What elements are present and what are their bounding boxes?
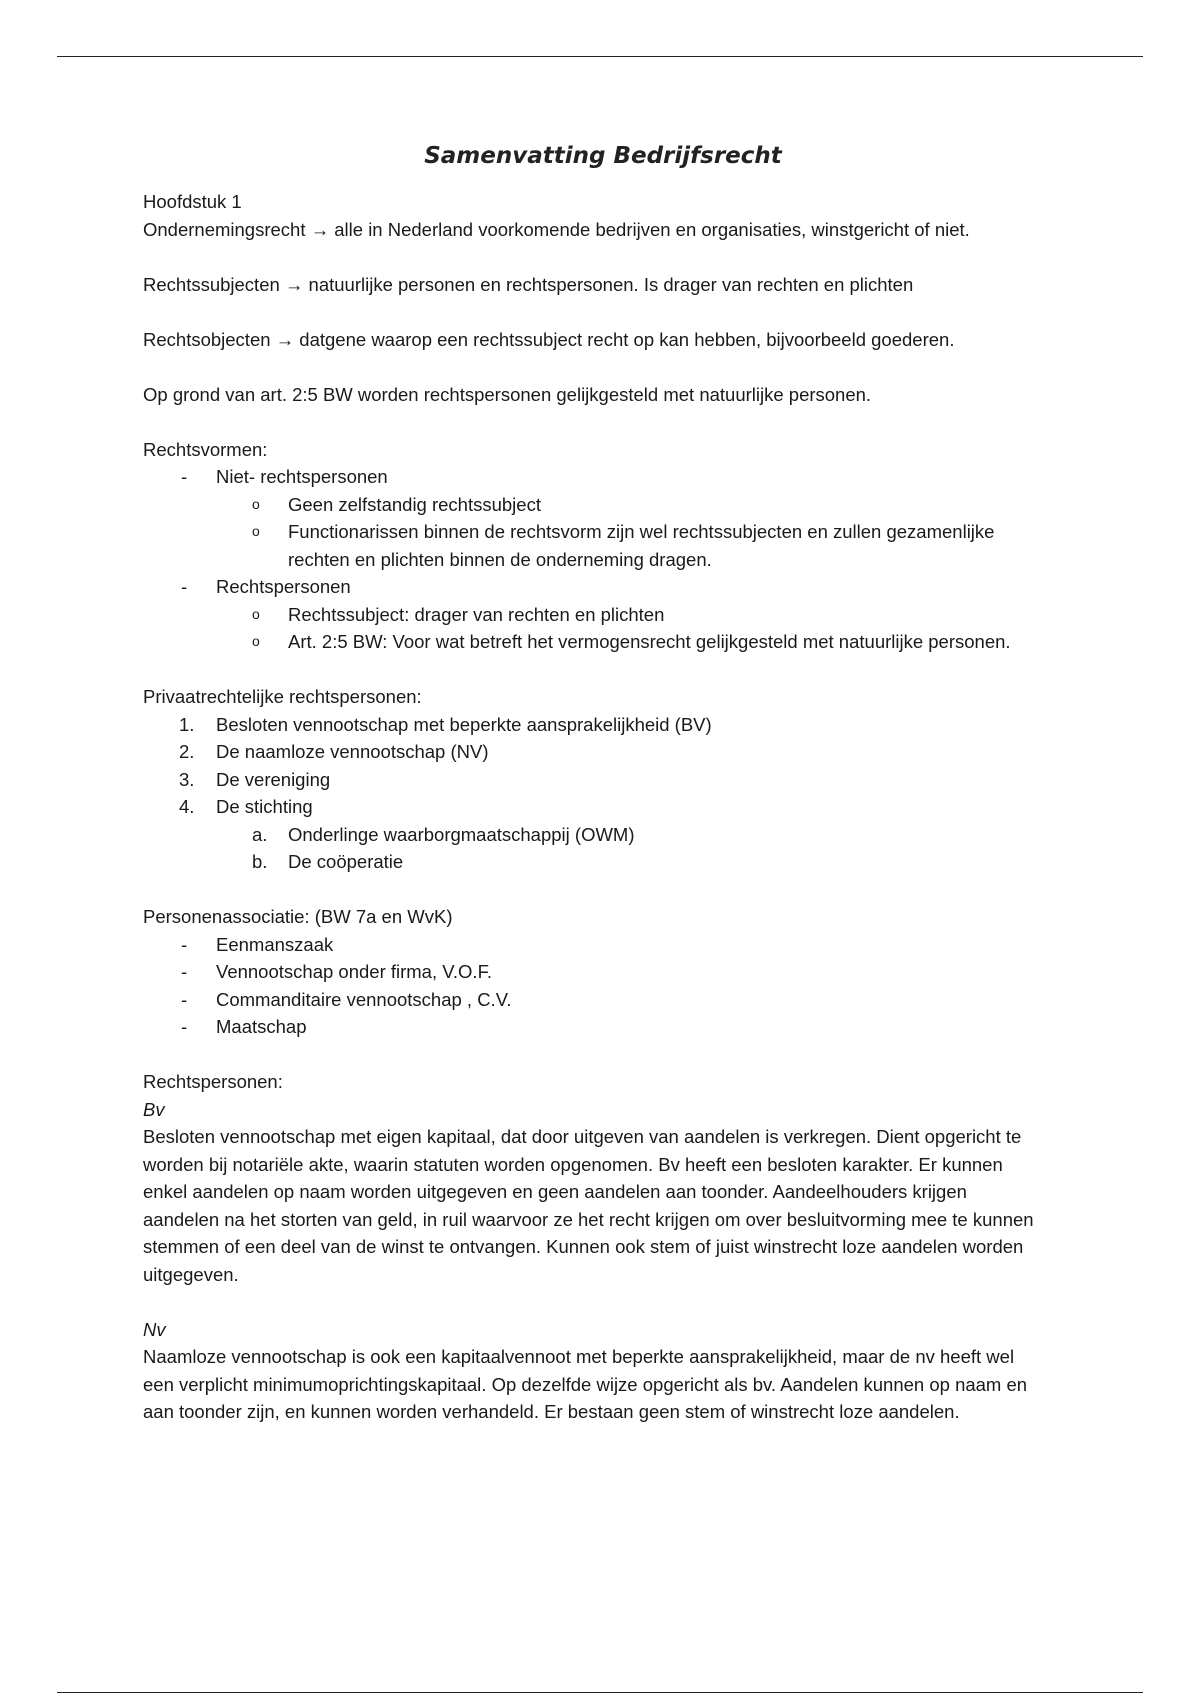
list-item-text: Commanditaire vennootschap , C.V.	[216, 988, 512, 1010]
list-item-text: Vennootschap onder firma, V.O.F.	[216, 961, 492, 982]
list-item-text: Geen zelfstandig rechtssubject	[288, 493, 541, 515]
personen-list	[143, 931, 1043, 1041]
list-item	[143, 711, 1043, 739]
list-item-text: Niet- rechtspersonen	[216, 466, 388, 487]
paragraph-rechtsobjecten: Rechtsobjecten → datgene waarop een rechtssubject recht op kan hebben, bijvoorbeeld goederen.	[143, 328, 955, 350]
list-item	[143, 958, 1043, 986]
dash-bullet: -	[181, 988, 188, 1010]
list-item-text: Maatschap	[216, 1016, 307, 1037]
bv-paragraph: Besloten vennootschap met eigen kapitaal, dat door uitgeven van aandelen is verkregen. Dient opgericht te worden bij notariële akte, waarin statuten worden opgenomen. Bv heeft een besloten karakter. Er kunnen enkel aandelen op naam worden uitgegeven en geen aandelen aan toonder. Aandeelhouders krijgen aandelen na het storten van geld, in ruil waarvoor ze het recht krijgen om over besluitvorming mee te kunnen stemmen of een deel van de winst te ontvangen. Kunnen ook stem of juist winstrecht loze aandelen worden uitgegeven.	[143, 1126, 1034, 1285]
list-item	[143, 628, 1043, 656]
list-item-text: De stichting	[216, 796, 313, 817]
circle-bullet: o	[252, 523, 260, 539]
dash-bullet: -	[181, 1016, 188, 1037]
dash-bullet: -	[181, 576, 188, 597]
paragraph-art-2-5: Op grond van art. 2:5 BW worden rechtspersonen gelijkgesteld met natuurlijke personen.	[143, 383, 872, 405]
personen-heading: Personenassociatie: (BW 7a en WvK)	[143, 906, 453, 927]
document-body	[143, 138, 1043, 1426]
dash-bullet: -	[181, 961, 188, 982]
list-number: 2.	[179, 741, 195, 762]
list-item-text: Besloten vennootschap met beperkte aansprakelijkheid (BV)	[216, 713, 712, 735]
list-item	[143, 463, 1043, 491]
list-letter: a.	[252, 823, 268, 845]
circle-bullet: o	[252, 633, 260, 649]
list-item	[143, 986, 1043, 1014]
list-item	[143, 601, 1043, 629]
list-item-text: De coöperatie	[288, 851, 404, 872]
list-item	[143, 738, 1043, 766]
list-item-text: Rechtspersonen	[216, 576, 351, 597]
dash-bullet: -	[181, 933, 188, 955]
list-item	[143, 848, 1043, 876]
nv-subheading: Nv	[143, 1318, 166, 1340]
rechtsvormen-list	[143, 463, 1043, 656]
chapter-heading: Hoofdstuk 1	[143, 191, 242, 212]
list-letter: b.	[252, 851, 268, 872]
rechtsvormen-heading: Rechtsvormen:	[143, 438, 268, 460]
privaat-heading: Privaatrechtelijke rechtspersonen:	[143, 686, 422, 707]
paragraph-rechtssubjecten: Rechtssubjecten → natuurlijke personen en rechtspersonen. Is drager van rechten en plichten	[143, 273, 914, 295]
list-item-text: Art. 2:5 BW: Voor wat betreft het vermogensrecht gelijkgesteld met natuurlijke personen.	[288, 631, 1011, 652]
list-number: 3.	[179, 768, 195, 790]
privaat-list	[143, 711, 1043, 876]
list-item-text: Eenmanszaak	[216, 933, 334, 955]
list-number: 4.	[179, 796, 195, 817]
nv-paragraph: Naamloze vennootschap is ook een kapitaalvennoot met beperkte aansprakelijkheid, maar de nv heeft wel een verplicht minimumoprichtingskapitaal. Op dezelfde wijze opgericht als bv. Aandelen kunnen op naam en aan toonder zijn, en kunnen worden verhandeld. Er bestaan geen stem of winstrecht loze aandelen.	[143, 1346, 1028, 1422]
list-item-text: Onderlinge waarborgmaatschappij (OWM)	[288, 823, 635, 845]
list-item	[143, 491, 1043, 519]
list-item	[143, 573, 1043, 601]
list-item	[143, 518, 1043, 573]
circle-bullet: o	[252, 495, 260, 512]
list-item-text: Rechtssubject: drager van rechten en plichten	[288, 603, 665, 625]
list-item-text: De naamloze vennootschap (NV)	[216, 741, 489, 762]
list-item	[143, 793, 1043, 821]
paragraph-ondernemingsrecht: Ondernemingsrecht → alle in Nederland voorkomende bedrijven en organisaties, winstgericht of niet.	[143, 218, 970, 240]
rechtspersonen-heading: Rechtspersonen:	[143, 1071, 283, 1092]
list-item-text: Functionarissen binnen de rechtsvorm zijn wel rechtssubjecten en zullen gezamenlijke rechten en plichten binnen de onderneming dragen.	[288, 521, 995, 570]
bv-subheading: Bv	[143, 1098, 165, 1120]
list-item	[143, 931, 1043, 959]
document-title: Samenvatting Bedrijfsrecht	[424, 143, 782, 169]
list-item-text: De vereniging	[216, 768, 331, 790]
dash-bullet: -	[181, 466, 188, 487]
list-item	[143, 1013, 1043, 1041]
header-rule	[57, 56, 1143, 57]
list-item	[143, 766, 1043, 794]
circle-bullet: o	[252, 605, 260, 622]
list-number: 1.	[179, 713, 195, 735]
list-item	[143, 821, 1043, 849]
footer-rule	[57, 1692, 1143, 1693]
